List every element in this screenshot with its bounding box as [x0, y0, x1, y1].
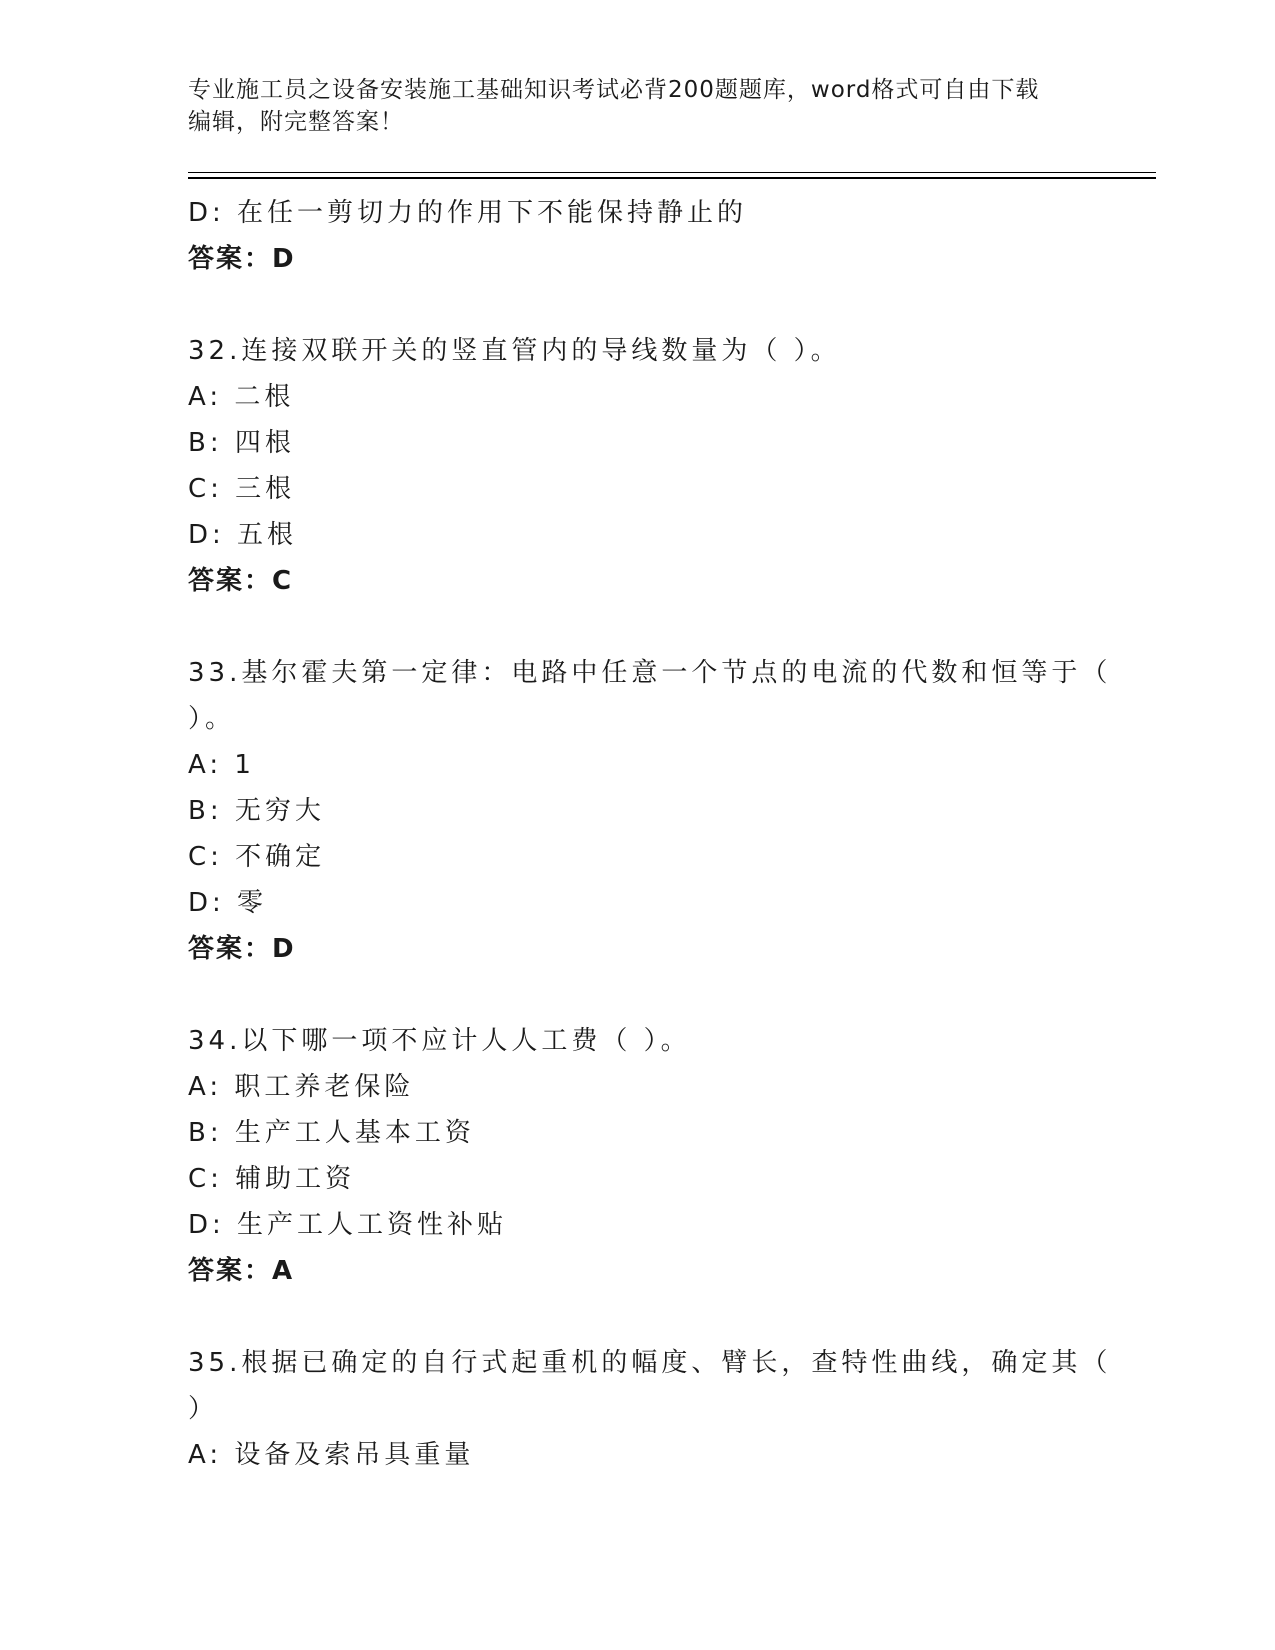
- option-a: A: 1: [188, 750, 255, 780]
- document-header: [188, 74, 1088, 138]
- question-stem-line-1: 33.基尔霍夫第一定律：电路中任意一个节点的电流的代数和恒等于（: [188, 658, 1112, 688]
- option-a: A: 二根: [188, 382, 295, 412]
- option-c: C: 三根: [188, 474, 296, 504]
- option-b: B: 生产工人基本工资: [188, 1118, 475, 1148]
- option-c: C: 不确定: [188, 842, 326, 872]
- question-stem-line-1: 35.根据已确定的自行式起重机的幅度、臂长，查特性曲线，确定其（: [188, 1348, 1112, 1378]
- question-34: [188, 1018, 1088, 1294]
- spacer: [188, 282, 1088, 328]
- answer: 答案：D: [188, 934, 296, 964]
- answer: 答案：A: [188, 1256, 295, 1286]
- question-stem-line-2: ）: [188, 1394, 219, 1424]
- question-stem-line-2: ）。: [188, 704, 236, 734]
- header-divider-thick: [188, 177, 1156, 179]
- option-a: A: 设备及索吊具重量: [188, 1440, 475, 1470]
- option-b: B: 无穷大: [188, 796, 325, 826]
- spacer: [188, 1294, 1088, 1340]
- answer: 答案：C: [188, 566, 294, 596]
- option-c: C: 辅助工资: [188, 1164, 356, 1194]
- option-d: D: 生产工人工资性补贴: [188, 1210, 508, 1240]
- option-a: A: 职工养老保险: [188, 1072, 415, 1102]
- question-31: [188, 190, 1088, 282]
- question-list: [188, 190, 1112, 1478]
- question-35: [188, 1340, 1112, 1478]
- option-d: D: 零: [188, 888, 268, 918]
- question-33: [188, 650, 1112, 972]
- spacer: [188, 972, 1088, 1018]
- option-d: D: 五根: [188, 520, 298, 550]
- header-title-line-1: 专业施工员之设备安装施工基础知识考试必背200题题库，word格式可自由下载: [188, 77, 1040, 103]
- header-divider-thin: [188, 172, 1156, 173]
- option-d: D: 在任一剪切力的作用下不能保持静止的: [188, 198, 748, 228]
- question-stem: 34.以下哪一项不应计人人工费（ ）。: [188, 1026, 691, 1056]
- header-title-line-2: 编辑，附完整答案！: [188, 109, 404, 135]
- question-32: [188, 328, 1088, 604]
- question-stem: 32.连接双联开关的竖直管内的导线数量为（ ）。: [188, 336, 841, 366]
- answer: 答案：D: [188, 244, 296, 274]
- spacer: [188, 604, 1088, 650]
- option-b: B: 四根: [188, 428, 295, 458]
